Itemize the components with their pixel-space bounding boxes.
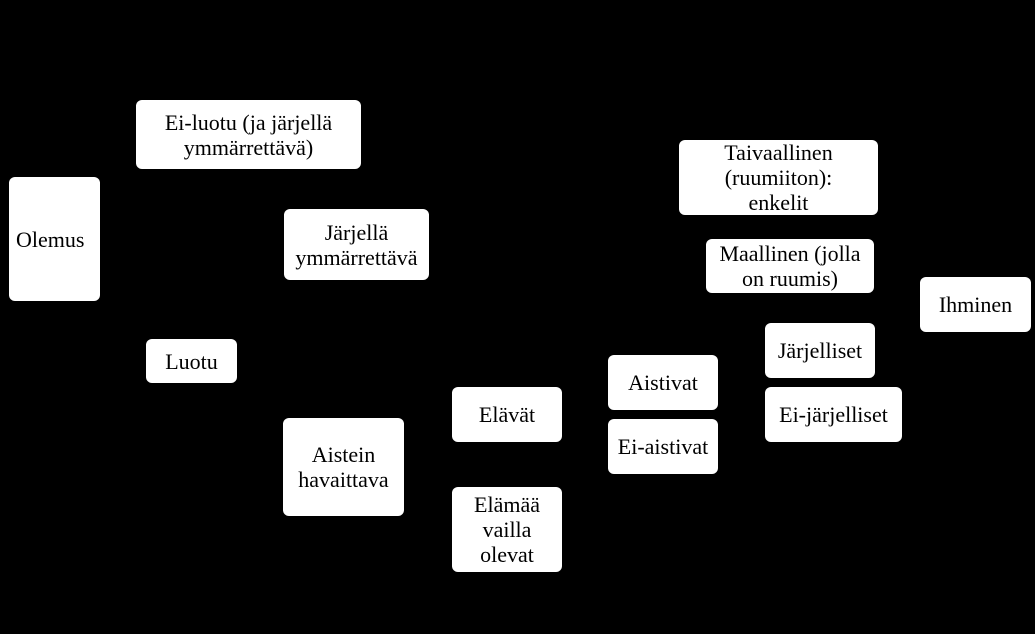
node-ei-jarjelliset: Ei-järjelliset	[765, 387, 902, 442]
node-aistein-havaittava: Aistein havaittava	[283, 418, 404, 516]
node-elamaa-vailla-olevat: Elämää vailla olevat	[452, 487, 562, 572]
node-aistivat: Aistivat	[608, 355, 718, 410]
node-jarjella-ymmarrettava: Järjellä ymmärrettävä	[284, 209, 429, 280]
node-ei-aistivat: Ei-aistivat	[608, 419, 718, 474]
node-olemus: Olemus	[9, 177, 100, 301]
node-ei-luotu: Ei-luotu (ja järjellä ymmärrettävä)	[136, 100, 361, 169]
node-luotu: Luotu	[146, 339, 237, 383]
node-elavat: Elävät	[452, 387, 562, 442]
node-maallinen: Maallinen (jolla on ruumis)	[706, 239, 874, 293]
node-taivaallinen: Taivaallinen (ruumiiton): enkelit	[679, 140, 878, 215]
node-jarjelliset: Järjelliset	[765, 323, 875, 378]
node-ihminen: Ihminen	[920, 277, 1031, 332]
